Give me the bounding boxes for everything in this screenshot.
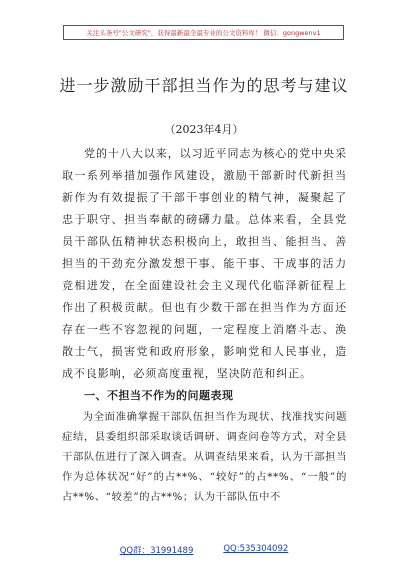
section-heading: 一、不担当不作为的问题表现 bbox=[84, 389, 234, 402]
document-date: （2023年4月） bbox=[164, 123, 244, 136]
paragraph-survey: 为全面准确掌握干部队伍担当作为现状、找准找实问题症结，县委组织部采取谈话调研、调查问卷等方式，对全县干部队伍进行了深入调查。从调查结果来看，认为干部担当作为总体状况“好”的占**%、“较好”的占**%、“一般”的占**%、“较差”的占**%；认为干部队伍中不 bbox=[62, 411, 347, 503]
document-title: 进一步激励干部担当作为的思考与建议 bbox=[59, 76, 349, 95]
footer-qq-link[interactable]: QQ:535304092 bbox=[223, 544, 289, 554]
paragraph-intro: 党的十八大以来，以习近平同志为核心的党中央采取一系列举措加强作风建设，激励干部新时代新担当新作为有效提振了干部干事创业的精气神，凝聚起了忠于职守、担当奉献的磅礴力量。总体来看，全县党员干部队伍精神状态积极向上，敢担当、能担当、善担当的干劲充分激发想干事、能干事、干成事的活力竞相迸发，在全面建设社会主义现代化临泽新征程上作出了积极贡献。但也有少数干部在担当作为方面还存在一些不容忽视的问题，一定程度上消磨斗志、涣散士气，损害党和政府形象，影响党和人民事业，造成不良影响，必须高度重视，坚决防范和纠正。 bbox=[62, 147, 347, 380]
document-body bbox=[62, 143, 347, 507]
promo-banner-text: 关注头条号"公文研究"，获得最新最全最专业的公文资料库！ 微信：gongwenv1 bbox=[86, 29, 321, 37]
promo-banner bbox=[63, 25, 344, 40]
page-footer bbox=[0, 544, 408, 556]
footer-qq-group-link[interactable]: QQ群：31991489 bbox=[119, 546, 194, 556]
